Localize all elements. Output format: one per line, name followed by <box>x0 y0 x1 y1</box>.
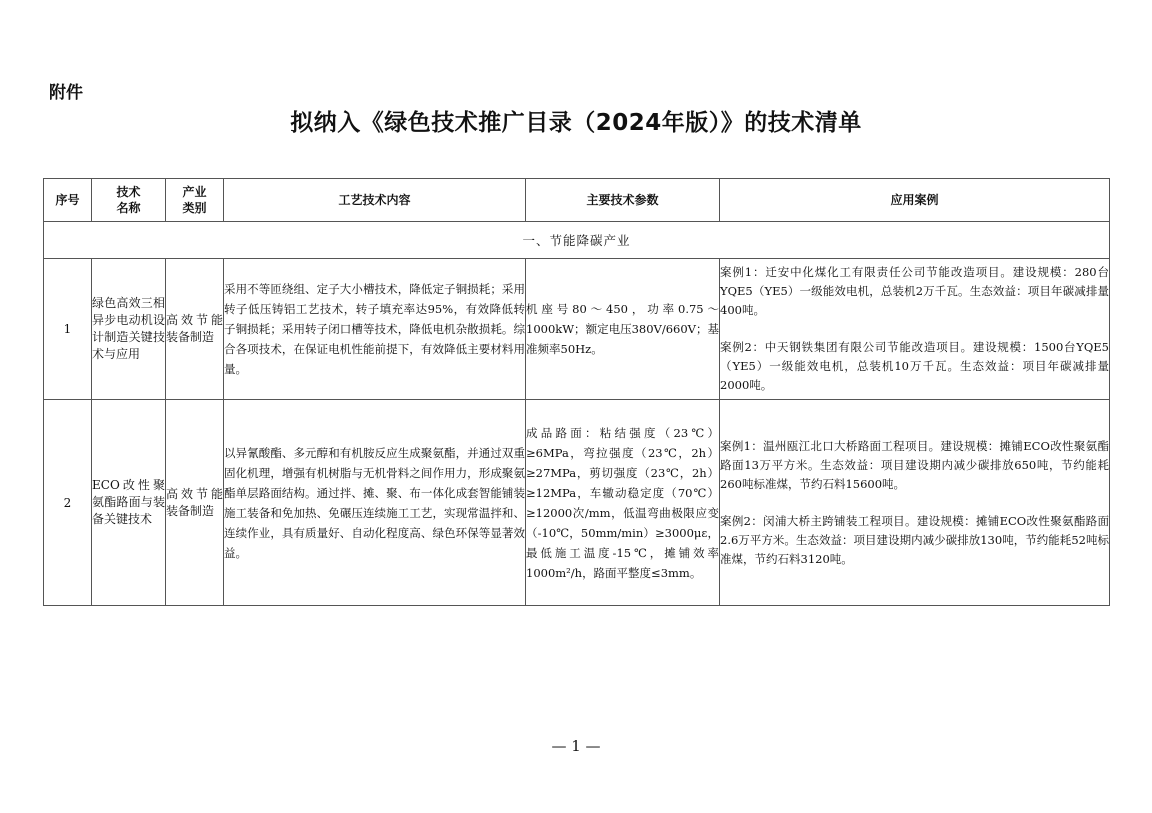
header-cases: 应用案例 <box>720 179 1110 222</box>
tech-params: 机座号80～450，功率0.75～1000kW；额定电压380V/660V；基准频率50Hz。 <box>526 259 720 400</box>
page-number: — 1 — <box>551 737 601 755</box>
tech-name: ECO改性聚氨酯路面与装备关键技术 <box>92 400 166 606</box>
header-params: 主要技术参数 <box>526 179 720 222</box>
header-process: 工艺技术内容 <box>224 179 526 222</box>
attachment-label: 附件 <box>49 83 83 103</box>
header-tech-name: 技术 名称 <box>92 179 166 222</box>
process-content: 以异氰酸酯、多元醇和有机胺反应生成聚氨酯，并通过双重固化机理，增强有机树脂与无机骨料之间作用力，形成聚氨酯单层路面结构。通过拌、摊、聚、布一体化成套智能铺装施工装备和免加热、免碾压连续施工工艺，实现常温拌和、连续作业，具有质量好、自动化程度高、绿色环保等显著效益。 <box>224 400 526 606</box>
industry-category: 高效节能装备制造 <box>166 259 224 400</box>
header-category: 产业 类别 <box>166 179 224 222</box>
application-cases <box>720 259 1110 400</box>
industry-category: 高效节能装备制造 <box>166 400 224 606</box>
tech-name: 绿色高效三相异步电动机设计制造关键技术与应用 <box>92 259 166 400</box>
document-title: 拟纳入《绿色技术推广目录（2024年版）》的技术清单 <box>290 110 862 136</box>
header-no: 序号 <box>44 179 92 222</box>
table-row <box>44 400 1110 606</box>
row-number: 2 <box>44 400 92 606</box>
case-2: 案例2：中天钢铁集团有限公司节能改造项目。建设规模：1500台YQE5（YE5）一级能效电机，总装机10万千瓦。生态效益：项目年碳减排量2000吨。 <box>720 340 1109 392</box>
section-title: 一、节能降碳产业 <box>44 222 1110 259</box>
section-row <box>44 222 1110 259</box>
table-header-row <box>44 179 1110 222</box>
technology-table <box>43 178 1110 606</box>
row-number: 1 <box>44 259 92 400</box>
application-cases <box>720 400 1110 606</box>
case-1: 案例1：温州瓯江北口大桥路面工程项目。建设规模：摊铺ECO改性聚氨酯路面13万平方米。生态效益：项目建设期内减少碳排放650吨，节约能耗260吨标准煤，节约石料15600吨。 <box>720 438 1109 491</box>
process-content: 采用不等匝绕组、定子大小槽技术，降低定子铜损耗；采用转子低压铸铝工艺技术，转子填充率达95%，有效降低转子铜损耗；采用转子闭口槽等技术，降低电机杂散损耗。综合各项技术，在保证电机性能前提下，有效降低主要材料用量。 <box>224 259 526 400</box>
case-2: 案例2：闵浦大桥主跨铺装工程项目。建设规模：摊铺ECO改性聚氨酯路面2.6万平方米。生态效益：项目建设期内减少碳排放130吨，节约能耗52吨标准煤，节约石料3120吨。 <box>720 513 1109 566</box>
case-1: 案例1：迁安中化煤化工有限责任公司节能改造项目。建设规模：280台YQE5（YE5）一级能效电机，总装机2万千瓦。生态效益：项目年碳减排量400吨。 <box>720 265 1109 317</box>
table-row <box>44 259 1110 400</box>
tech-params: 成品路面：粘结强度（23℃）≥6MPa，弯拉强度（23℃，2h）≥27MPa，剪切强度（23℃，2h）≥12MPa，车辙动稳定度（70℃）≥12000次/mm，低温弯曲极限应变（-10℃，50mm/min）≥3000με，最低施工温度-15℃，摊铺效率1000m²/h，路面平整度≤3mm。 <box>526 400 720 606</box>
